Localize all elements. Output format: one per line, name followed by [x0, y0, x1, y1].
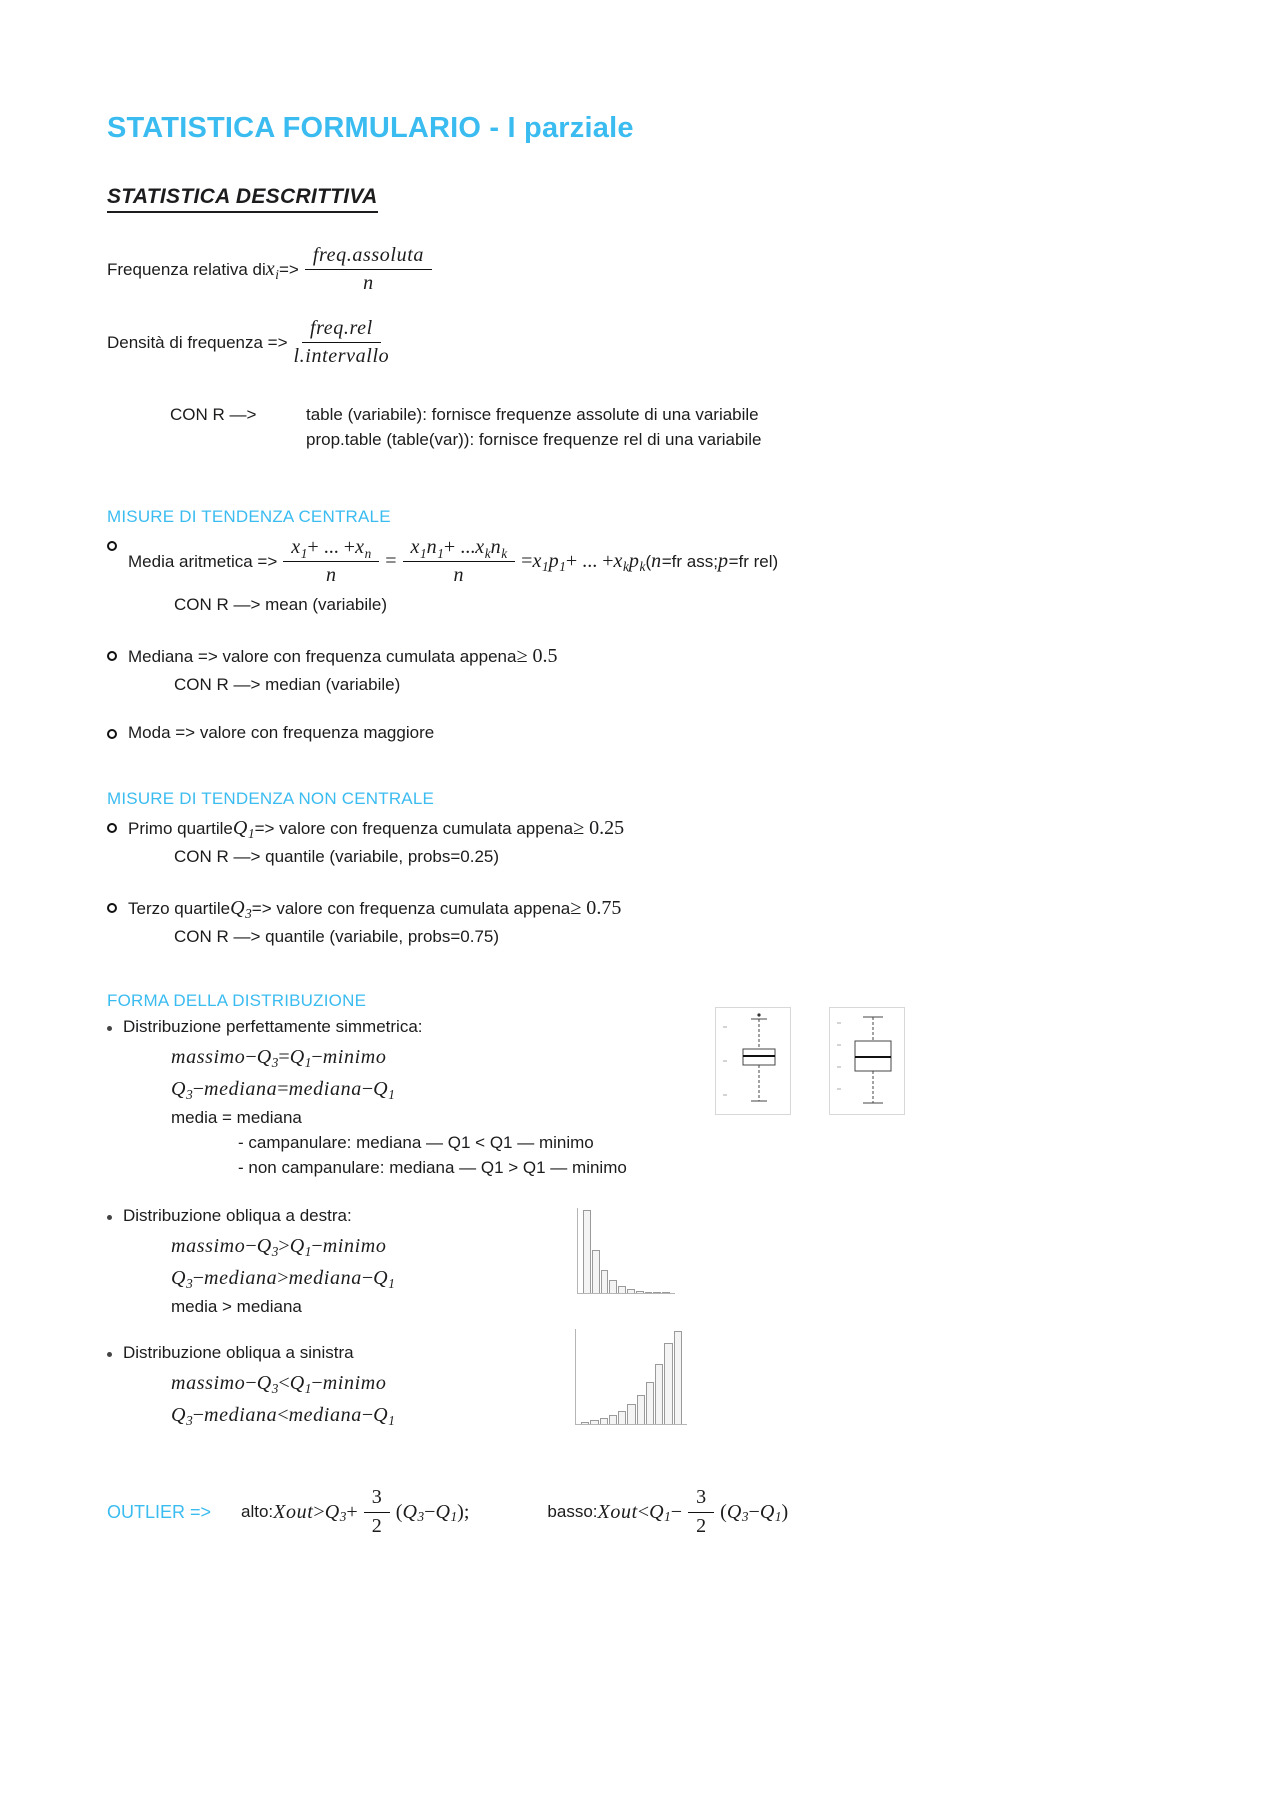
formula-sinistra-1: massimo − Q 3 < Q 1 − minimo [171, 1372, 387, 1396]
bullet-dot-icon [107, 1215, 112, 1220]
boxplot-symmetric-narrow [715, 1007, 791, 1115]
con-r-quantile-075: CON R —> quantile (variabile, probs=0.75) [174, 927, 500, 947]
block-distribuzione-obliqua-sinistra [107, 1343, 1190, 1427]
section-heading-statistica-descrittiva: STATISTICA DESCRITTIVA [107, 185, 378, 213]
formula-mediana: Mediana => valore con frequenza cumulata appena ≥ 0.5 [128, 645, 558, 668]
section-heading-forma-distribuzione: FORMA DELLA DISTRIBUZIONE [107, 991, 367, 1011]
outlier-label: OUTLIER => [107, 1501, 212, 1522]
formula-frequenza-relativa: Frequenza relativa di x i => $\frac{\text{freq.assoluta}}{n}$ [107, 243, 1190, 296]
block-distribuzione-obliqua-destra [107, 1206, 1190, 1317]
formula-terzo-quartile: Terzo quartile Q 3 => valore con frequenza cumulata appena ≥ 0.75 [128, 897, 622, 921]
bullet-ring-icon [107, 729, 117, 739]
formula-densita-frequenza: Densità di frequenza => $\frac{\text{freq.rel}}{\text{l.intervallo}}$ [107, 317, 390, 368]
label-distribuzione-destra: Distribuzione obliqua a destra: [123, 1206, 352, 1226]
section-heading-tendenza-centrale: MISURE DI TENDENZA CENTRALE [107, 507, 391, 527]
con-r-line-prop-table: prop.table (table(var)): fornisce frequenze rel di una variabile [306, 430, 762, 450]
con-r-note-table [170, 405, 1190, 455]
histogram-left-skew [575, 1329, 687, 1425]
con-r-quantile-025: CON R —> quantile (variabile, probs=0.25) [174, 847, 500, 867]
formula-simmetrica-1: massimo − Q 3 = Q 1 − minimo [171, 1046, 387, 1070]
con-r-mean: CON R —> mean (variabile) [174, 595, 388, 615]
bullet-dot-icon [107, 1352, 112, 1357]
section-heading-tendenza-non-centrale: MISURE DI TENDENZA NON CENTRALE [107, 789, 435, 809]
boxplot-figures [715, 1007, 905, 1115]
formula-destra-1: massimo − Q 3 > Q 1 − minimo [171, 1235, 387, 1259]
bullet-ring-icon [107, 651, 117, 661]
label-distribuzione-simmetrica: Distribuzione perfettamente simmetrica: [123, 1017, 423, 1037]
list-item-media-aritmetica [107, 535, 1190, 615]
line-non-campanulare: - non campanulare: mediana — Q1 > Q1 — minimo [238, 1158, 627, 1178]
bullet-ring-icon [107, 823, 117, 833]
histogram-right-skew [577, 1208, 675, 1294]
line-media-uguale-mediana: media = mediana [171, 1108, 302, 1128]
con-r-label: CON R —> [170, 405, 257, 425]
formula-moda: Moda => valore con frequenza maggiore [128, 723, 435, 743]
bullet-dot-icon [107, 1026, 112, 1031]
con-r-line-table: table (variabile): fornisce frequenze assolute di una variabile [306, 405, 759, 425]
formula-destra-2: Q 3 − mediana > mediana − Q 1 [171, 1267, 395, 1291]
line-campanulare: - campanulare: mediana — Q1 < Q1 — minimo [238, 1133, 594, 1153]
list-item-terzo-quartile [107, 897, 1190, 947]
formula-primo-quartile: Primo quartile Q 1 => valore con frequenza cumulata appena ≥ 0.25 [128, 817, 625, 841]
formula-media-aritmetica: Media aritmetica => x 1 + ... + x n n = x 1 n 1 + ... x k n k n = x 1 p 1 + ... + x k p k ( n =fr ass; p =fr rel) [128, 536, 779, 587]
bullet-ring-icon [107, 903, 117, 913]
boxplot-symmetric-wide [829, 1007, 905, 1115]
formula-simmetrica-2: Q 3 − mediana = mediana − Q 1 [171, 1078, 395, 1102]
list-item-primo-quartile [107, 817, 1190, 867]
page-title: STATISTICA FORMULARIO - I parziale [107, 112, 634, 144]
line-media-maggiore-mediana: media > mediana [171, 1297, 302, 1317]
formula-sinistra-2: Q 3 − mediana < mediana − Q 1 [171, 1404, 395, 1428]
outlier-alto-formula: alto: Xout > Q 3 + $\frac{3}{2}$ ( Q 3 − Q 1 ); [241, 1486, 470, 1537]
outlier-basso-formula: basso: Xout < Q 1 − $\frac{3}{2}$ ( Q 3 − Q 1 ) [547, 1486, 789, 1537]
label-distribuzione-sinistra: Distribuzione obliqua a sinistra [123, 1343, 354, 1363]
list-item-moda [107, 723, 1190, 743]
block-distribuzione-simmetrica [107, 1017, 1190, 1178]
con-r-median: CON R —> median (variabile) [174, 675, 401, 695]
list-item-mediana [107, 645, 1190, 695]
bullet-ring-icon [107, 541, 117, 551]
outlier-row [107, 1485, 1190, 1538]
